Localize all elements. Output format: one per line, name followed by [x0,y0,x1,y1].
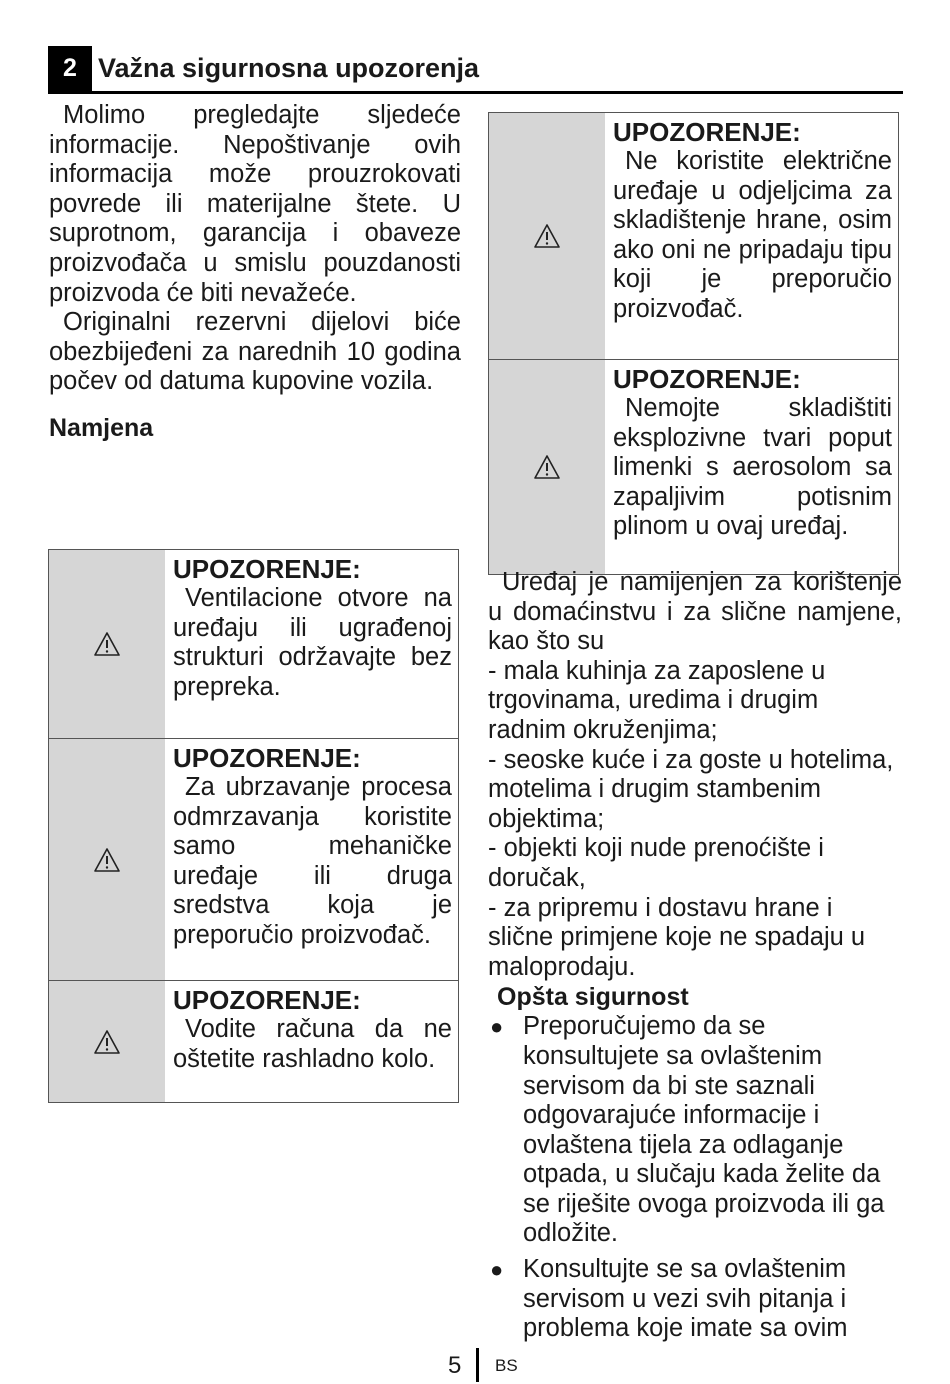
warning-icon-cell [489,113,605,359]
usage-intro: Uređaj je namijenjen za korištenje u domaćinstvu i za slične namjene, kao što su [488,568,902,656]
left-warnings-table [48,549,459,1103]
intro-paragraph-1: Molimo pregledajte sljedeće informacije. Nepoštivanje ovih informacija može prouzrokovati povrede ili materijalne štete. U suprotnom, garancija i obaveze proizvođača u smislu pouzdanosti proizvoda će biti nevažeće. [49,101,461,307]
list-item: ● Preporučujemo da se konsultujete sa ovlaštenim servisom da bi ste saznali odgovarajuće informacije i ovlaštena tijela za odlaganje otpada, u slučaju kada želite da se riješite ovoga proizvoda ili ga odložite. [490,1012,885,1248]
language-code: BS [495,1356,518,1375]
intro-paragraph-2: Originalni rezervni dijelovi biće obezbijeđeni za narednih 10 godina počev od datuma kupovine vozila. [49,308,461,396]
warning-row [489,113,898,360]
warning-title: UPOZORENJE: [173,985,361,1015]
namjena-heading: Namjena [49,413,154,442]
warning-row [49,981,458,1102]
usage-item: - mala kuhinja za zaposlene u trgovinama, uredima i drugim radnim okruženjima; [488,656,826,744]
warning-triangle-icon [533,454,561,480]
warning-row [49,550,458,739]
warning-triangle-icon [533,223,561,249]
bullet-icon: ● [490,1014,504,1040]
page-footer [0,1348,950,1382]
warning-body: Ventilacione otvore na uređaju ili ugrađenoj strukturi održavajte bez prepreka. [173,584,452,701]
right-warnings-table [488,112,899,575]
warning-title: UPOZORENJE: [613,364,801,394]
warning-icon-cell [49,981,165,1102]
section-number: 2 [48,46,92,91]
warning-body: Vodite računa da ne oštetite rashladno kolo. [173,1015,452,1073]
warning-body: Za ubrzavanje procesa odmrzavanja koristite samo mehaničke uređaje ili druga sredstva koja je preporučio proizvođač. [173,773,452,949]
warning-icon-cell [49,550,165,738]
warning-row [49,739,458,981]
footer-divider [476,1348,479,1382]
warning-row [489,360,898,574]
usage-item: - seoske kuće i za goste u hotelima, motelima i drugim stambenim objektima; [488,745,894,833]
warning-text [605,113,898,359]
warning-body: Ne koristite električne uređaje u odjeljcima za skladištenje hrane, osim ako oni ne pripadaju tipu koji je preporučio proizvođač. [613,147,892,323]
warning-title: UPOZORENJE: [173,743,361,773]
warning-text [605,360,898,574]
warning-icon-cell [489,360,605,574]
right-column-usage [488,568,902,1350]
usage-item: - za pripremu i dostavu hrane i slične primjene koje ne spadaju u maloprodaju. [488,893,866,981]
warning-title: UPOZORENJE: [173,554,361,584]
warning-icon-cell [49,739,165,980]
general-safety-list [488,1012,902,1344]
warning-triangle-icon [93,1029,121,1055]
left-column-intro [49,101,461,443]
list-item: ● Konsultujte se sa ovlaštenim servisom u vezi svih pitanja i problema koje imate sa ovim [490,1255,848,1343]
general-safety-heading: Opšta sigurnost [497,983,689,1012]
warning-triangle-icon [93,847,121,873]
usage-item: - objekti koji nude prenoćište i doručak, [488,834,824,892]
section-header [48,46,903,94]
warning-body: Nemojte skladištiti eksplozivne tvari poput limenki s aerosolom sa zapaljivim potisnim plinom u ovaj uređaj. [613,394,892,541]
page-number: 5 [448,1352,462,1379]
bullet-icon: ● [490,1257,504,1283]
warning-text [165,550,458,738]
warning-text [165,981,458,1102]
warning-triangle-icon [93,631,121,657]
warning-title: UPOZORENJE: [613,117,801,147]
warning-text [165,739,458,980]
section-title: Važna sigurnosna upozorenja [98,53,480,83]
